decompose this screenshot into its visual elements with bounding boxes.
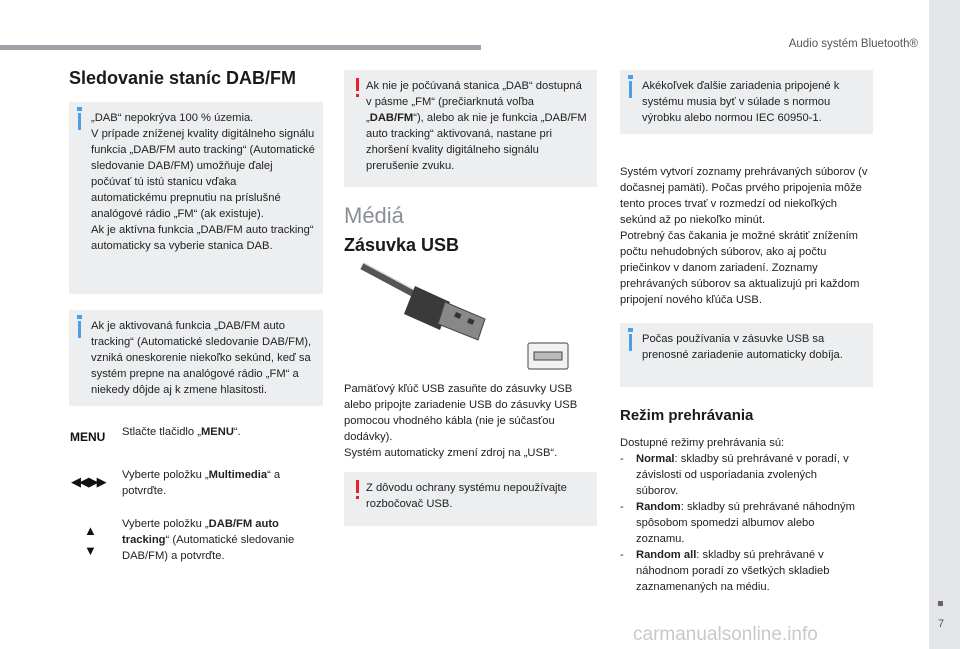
info-icon (77, 107, 82, 111)
warning-icon-dot (356, 94, 359, 97)
step-2-text (122, 467, 322, 499)
usb-instructions: Pamäťový kľúč USB zasuňte do zásuvky USB alebo pripojte zariadenie USB do zásuvky USB pomocou vhodného kábla (nie je súčasťou dodávky). Systém automaticky zmení zdroj na „USB“. (344, 383, 578, 459)
info-icon-bar (78, 321, 81, 338)
menu-button-icon: MENU (70, 430, 106, 444)
page-title: Sledovanie staníc DAB/FM (69, 68, 297, 88)
usb-title: Zásuvka USB (344, 235, 460, 255)
up-down-arrows-icon: ▲ ▼ (84, 523, 97, 558)
warning-box-hub-text: Z dôvodu ochrany systému nepoužívajte rozbočovač USB. (366, 482, 567, 510)
watermark: carmanualsonline.info (633, 624, 818, 645)
info-icon-bar (629, 81, 632, 98)
step-1-post: “. (233, 426, 241, 438)
page-number: 7 (938, 618, 945, 630)
warn1-post: “), alebo ak nie je funkcia „DAB/FM auto tracking“ aktivovaná, nastane pri zhoršení kvality digitálneho signálu prerušenie zvuku. (366, 112, 587, 172)
mode-name: Normal (636, 453, 675, 465)
warn1-key: DAB/FM (369, 112, 414, 124)
step-2-key: Multimedia (208, 469, 268, 481)
info-box-delay-text: Ak je aktivovaná funkcia „DAB/FM auto tracking“ (Automatické sledovanie DAB/FM), vzniká oneskorenie niekoľko sekúnd, keď sa systém prepne na analógové rádio „FM“ a niekedy dôjde aj k zmene hlasitosti. (91, 320, 312, 396)
warning-icon (356, 78, 359, 91)
step-2-pre: Vyberte položku „ (122, 469, 209, 481)
mode-desc: : skladby sú prehrávané náhodným spôsobom spomedzi albumov alebo zoznamu. (636, 501, 855, 545)
right-sidebar (929, 0, 960, 649)
info-icon-bar (629, 334, 632, 351)
warning-icon (356, 480, 359, 493)
warning-box-hub (344, 472, 597, 526)
step-3-post: “ (Automatické sledovanie DAB/FM) a potvrďte. (122, 534, 295, 562)
playback-mode-list (620, 451, 860, 595)
info-box-charging-text: Počas používania v zásuvke USB sa prenosné zariadenie automaticky dobíja. (642, 333, 843, 361)
info-box-dab (69, 102, 323, 294)
mode-desc: : skladby sú prehrávané v poradí, v závislosti od usporiadania zvolených súborov. (636, 453, 849, 497)
info-box-compliance-text: Akékoľvek ďalšie zariadenia pripojené k systému musia byť v súlade s normou výrobku alebo normou IEC 60950-1. (642, 80, 840, 124)
mode-name: Random (636, 501, 681, 513)
playback-mode-title: Režim prehrávania (620, 407, 754, 424)
warning-box-dab-text (366, 78, 589, 174)
step-1-pre: Stlačte tlačidlo „ (122, 426, 201, 438)
info-icon (628, 328, 633, 332)
info-box-charging (620, 323, 873, 387)
info-box-delay (69, 310, 323, 406)
list-item: - Random all: skladby sú prehrávané v náhodnom poradí zo všetkých skladieb zaznamenaných na médiu. (620, 549, 830, 593)
mode-desc: : skladby sú prehrávané v náhodnom poradí zo všetkých skladieb zaznamenaných na médiu. (636, 549, 830, 593)
section-title-media: Médiá (344, 203, 404, 228)
info-icon (77, 315, 82, 319)
step-1-text (122, 424, 322, 440)
info-box-compliance (620, 70, 873, 134)
step-3-pre: Vyberte položku „ (122, 518, 209, 530)
mode-name: Random all (636, 549, 697, 561)
info-icon (628, 75, 633, 79)
left-right-arrows-icon: ◀◀ ▶▶ (71, 474, 105, 489)
list-item: - Random: skladby sú prehrávané náhodným spôsobom spomedzi albumov alebo zoznamu. (620, 501, 855, 545)
warning-box-dab (344, 70, 597, 187)
warn1-pre: Ak nie je počúvaná stanica „DAB“ dostupná v pásme „FM“ (prečiarknutá voľba „ (366, 80, 582, 124)
playback-mode-intro: Dostupné režimy prehrávania sú: (620, 437, 785, 449)
info-icon-bar (78, 113, 81, 130)
info-box-dab-text: „DAB“ nepokrýva 100 % územia. V prípade zníženej kvality digitálneho signálu funkcia „DAB/FM auto tracking“ (Automatické sledovanie DAB/FM) umožňuje ďalej počúvať tú istú stanicu vďaka automatickému prepnutiu na príslušné analógové rádio „FM“ (ak existuje). Ak je aktívna funkcia „DAB/FM auto tracking“ automaticky sa vyberie stanica DAB. (91, 112, 315, 252)
warning-icon-dot (356, 496, 359, 499)
step-2-post: “ a potvrďte. (122, 469, 281, 497)
header-title: Audio systém Bluetooth® (788, 38, 918, 50)
step-3-text (122, 516, 322, 564)
playlist-paragraph: Systém vytvorí zoznamy prehrávaných súborov (v dočasnej pamäti). Počas prvého pripojenia môže tento proces trvať v rozmedzí od niekoľkých sekúnd až po niekoľko minút. Potrebný čas čakania je možné skrátiť znížením počtu nehudobných súborov, ako aj počtu priečinkov v danom zariadení. Zoznamy prehrávaných súborov sa aktualizujú pri každom pripojení nového kľúča USB. (620, 166, 868, 306)
usb-stick-illustration (360, 258, 575, 373)
page-marker (938, 601, 943, 606)
step-1-key: MENU (200, 426, 234, 438)
list-item: - Normal: skladby sú prehrávané v poradí, v závislosti od usporiadania zvolených súborov. (620, 453, 849, 497)
header-rule (0, 45, 481, 50)
step-3-key: DAB/FM auto tracking (122, 518, 279, 546)
